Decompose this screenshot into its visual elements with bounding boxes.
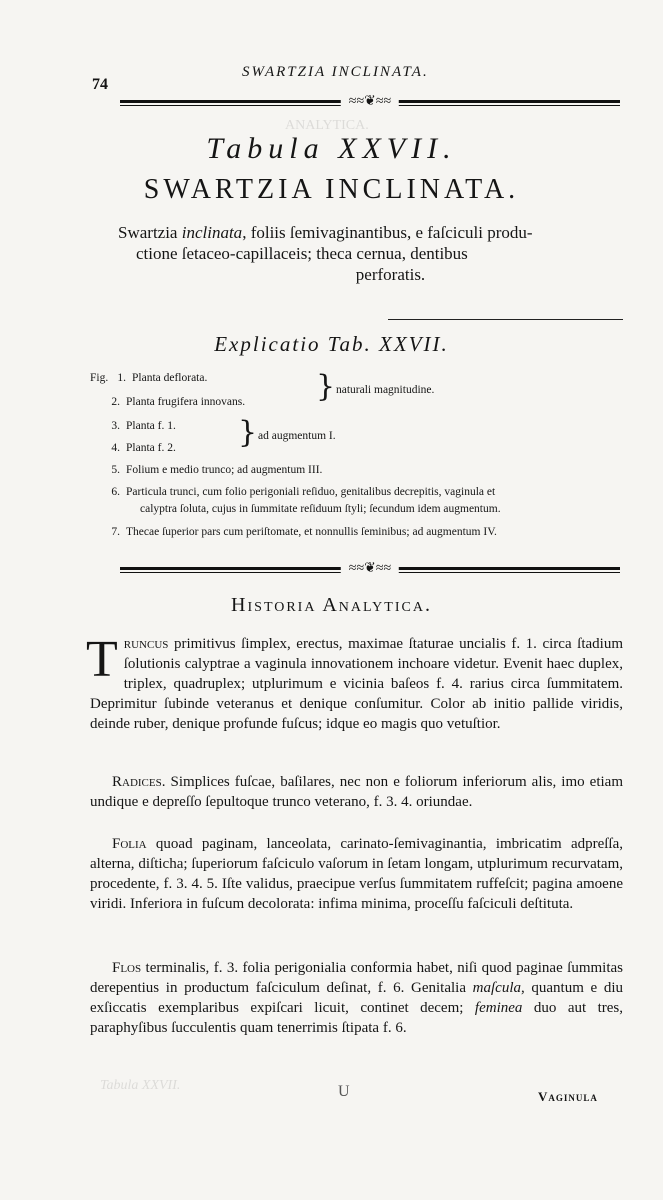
- ornament-icon: ≈≈❦≈≈: [341, 560, 399, 577]
- paragraph-text: quoad paginam, lanceolata, carinato-ſemivaginantia, imbricatim adpreſſa, alterna, diſticha; ſuperiorum faſciculo vaſorum in ſetam longam, utplurimum recurvatam, procedente, f. 3. 4. 5. Iſte validus, praecipue verſus ſummitatem ruffeſcit; pagina amoene viridi. Inferiora in fuſcum decolorata: infima minima, proceſſu faſciculi deſtituta.: [90, 836, 623, 912]
- figure-item-6-continuation: calyptra ſoluta, cujus in ſummitate reſiduum ſtyli; ſecundum idem augmentum.: [140, 503, 501, 515]
- ornamental-rule-top: [120, 95, 620, 111]
- paragraph-lead: Folia: [112, 836, 147, 852]
- figure-item-5: 5. Folium e medio trunco; ad augmentum III.: [111, 464, 323, 476]
- diagnosis-line-3: perforatis.: [355, 265, 426, 284]
- diagnosis-line-2: ctione ſetaceo-capillaceis; theca cernua, dentibus: [136, 244, 468, 263]
- brace-note-1: naturali magnitudine.: [336, 384, 435, 396]
- figure-item-4: 4. Planta f. 2.: [111, 442, 176, 454]
- paragraph-flos: Flos terminalis, f. 3. folia perigonialia conformia habet, niſi quod paginae ſummitas derepentius in productum faſciculum deſinat, f. 6. Genitalia maſcula, quantum e diu exſiccatis exemplaribus expiſcari licuit, continet decem; feminea duo aut tres, paraphyſibus ſucculentis quam tenerrimis ſtipata f. 6.: [90, 960, 624, 1036]
- figure-item-6: 6. Particula trunci, cum folio perigoniali reſiduo, genitalibus decrepitis, vaginula et: [111, 486, 496, 498]
- page-number: 74: [92, 76, 108, 93]
- running-title: SWARTZIA INCLINATA.: [242, 64, 429, 80]
- brace-note-2: ad augmentum I.: [258, 430, 336, 442]
- drop-cap: T: [86, 631, 118, 688]
- signature-mark: U: [338, 1083, 350, 1100]
- page-header: [92, 64, 622, 94]
- species-epithet: inclinata: [181, 223, 243, 242]
- figure-item-2: 2. Planta frugifera innovans.: [111, 396, 246, 408]
- ornamental-rule-middle: [120, 562, 620, 578]
- figure-item-1: Fig. 1. Planta deflorata.: [90, 372, 208, 384]
- paragraph-radices: [90, 772, 623, 812]
- paragraph-truncus: [86, 631, 623, 734]
- historia-heading: Historia Analytica.: [231, 594, 432, 616]
- figure-item-7: 7. Thecae ſuperior pars cum periſtomate, et nonnullis ſeminibus; ad augmentum IV.: [111, 526, 497, 538]
- genus-name: Swartzia: [118, 223, 178, 242]
- ornament-icon: ≈≈❦≈≈: [341, 93, 399, 110]
- brace-icon: }: [316, 369, 336, 404]
- explicatio-heading: Explicatio Tab. XXVII.: [214, 332, 449, 356]
- divider-short: [388, 319, 623, 320]
- plate-title: Tabula XXVII.: [206, 132, 457, 165]
- catchword: Vaginula: [538, 1089, 598, 1104]
- bleed-through-text-2: Tabula XXVII.: [100, 1078, 181, 1093]
- paragraph-lead: Flos: [112, 960, 142, 976]
- brace-icon: }: [238, 415, 258, 450]
- paragraph-text: primitivus ſimplex, erectus, maximae ſtaturae uncialis f. 1. circa ſtadium ſolutionis calyptrae a vaginula innovationem inchoare videtur. Evenit haec duplex, triplex, quadruplex; utplurimum e vicinia baſeos f. 4. rarius circa ſummitatem. Deprimitur ſubinde veteranus et denique conſumitur. Color ab initio pallide viridis, deinde ruber, denique profunde fuſcus; idque eo magis quo vetuſtior.: [90, 636, 623, 732]
- bleed-through-text-1: ANALYTICA.: [285, 118, 369, 133]
- figure-item-3: 3. Planta f. 1.: [111, 420, 176, 432]
- paragraph-lead: Radices.: [112, 774, 166, 790]
- species-diagnosis: [118, 222, 623, 285]
- paragraph-text: Simplices fuſcae, baſilares, nec non e foliorum inferiorum alis, imo etiam undique e depreſſo ſepultoque trunco veterano, f. 3. 4. oriundae.: [90, 774, 623, 810]
- fig-prefix: Fig.: [90, 372, 109, 384]
- term-mascula: maſcula: [472, 980, 521, 996]
- paragraph-folia: [90, 834, 623, 914]
- term-feminea: feminea: [474, 1000, 523, 1016]
- species-title: SWARTZIA INCLINATA.: [143, 174, 520, 205]
- paragraph-lead: runcus: [123, 636, 169, 652]
- diagnosis-line-1: , foliis ſemivaginantibus, e faſciculi produ-: [242, 223, 533, 242]
